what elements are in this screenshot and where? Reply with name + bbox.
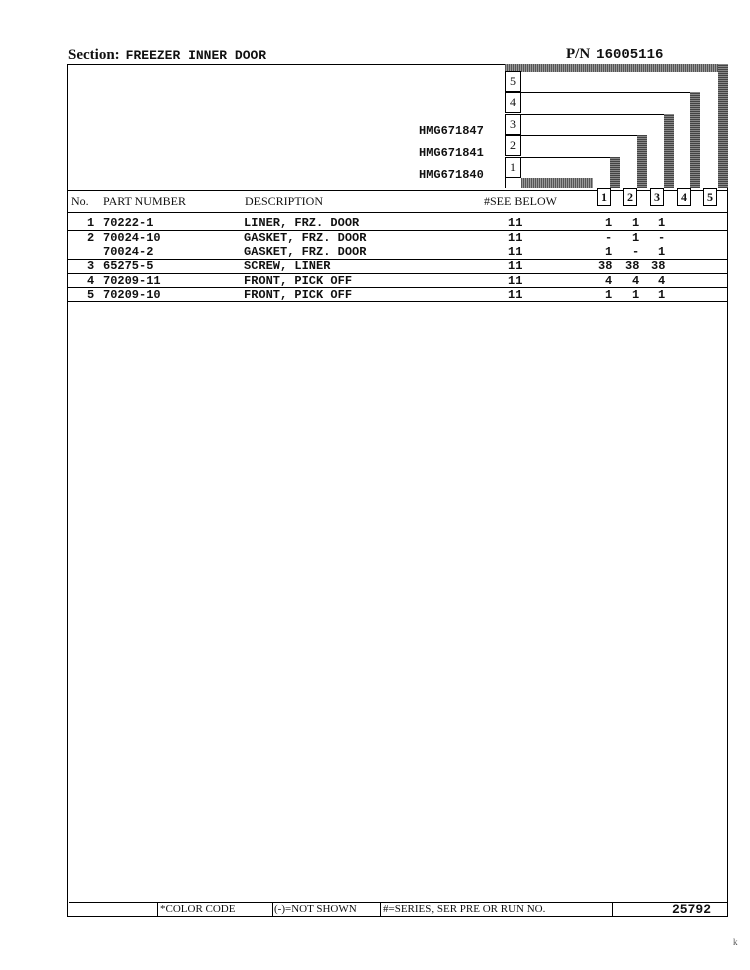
row-part-number: 70024-10: [103, 231, 161, 245]
table-row: [68, 231, 728, 245]
footer-divider: [272, 902, 273, 917]
footer-divider: [380, 902, 381, 917]
table-row: [68, 216, 728, 230]
stair-box-4: 4: [505, 92, 521, 113]
table-row: [68, 245, 728, 259]
row-no: 1: [87, 216, 95, 230]
model-label-1: HMG671847: [419, 124, 484, 138]
model-label-2: HMG671841: [419, 146, 484, 160]
stair-vertical-5: [718, 64, 728, 188]
row-qty-3: 1: [658, 245, 666, 259]
stair-vertical-4: [690, 92, 700, 188]
row-part-number: 70222-1: [103, 216, 154, 230]
corner-mark: k: [733, 937, 738, 947]
row-series: 11: [508, 245, 523, 259]
footer-divider: [612, 902, 613, 917]
row-qty-2: 1: [632, 288, 640, 302]
row-qty-2: 4: [632, 274, 640, 288]
column-number-5: 5: [703, 188, 717, 206]
footer-doc-number: 25792: [672, 902, 712, 917]
stair-box-3: 3: [505, 114, 521, 135]
column-number-2: 2: [623, 188, 637, 206]
row-qty-2: -: [632, 245, 640, 259]
stair-line-2: [521, 157, 616, 158]
row-qty-3: 1: [658, 288, 666, 302]
legend-top-shade: [505, 64, 728, 72]
stair-box-1: 1: [505, 157, 521, 178]
row-part-number: 70209-10: [103, 288, 161, 302]
row-no: 4: [87, 274, 95, 288]
row-qty-1: 1: [605, 216, 613, 230]
row-qty-1: 38: [598, 259, 613, 273]
row-qty-1: 4: [605, 274, 613, 288]
row-description: FRONT, PICK OFF: [244, 288, 353, 302]
stair-line-3: [521, 135, 643, 136]
stair-box-2: 2: [505, 135, 521, 156]
row-no: 5: [87, 288, 95, 302]
row-description: SCREW, LINER: [244, 259, 331, 273]
footer-series-note: #=SERIES, SER PRE OR RUN NO.: [383, 903, 546, 915]
footer-not-shown: (-)=NOT SHOWN: [274, 903, 357, 915]
stair-box-5: 5: [505, 71, 521, 92]
column-header-no: No.: [71, 194, 89, 208]
row-no: 3: [87, 259, 95, 273]
row-part-number: 70209-11: [103, 274, 161, 288]
row-no: 2: [87, 231, 95, 245]
row-qty-1: 1: [605, 245, 613, 259]
column-number-3: 3: [650, 188, 664, 206]
section-label: Section:: [68, 47, 120, 63]
stair-line-4: [521, 114, 671, 115]
section-value: FREEZER INNER DOOR: [125, 48, 267, 63]
stair-vertical-2: [637, 135, 647, 188]
row-qty-1: -: [605, 231, 613, 245]
row-qty-3: 38: [651, 259, 666, 273]
column-header-description: DESCRIPTION: [245, 194, 324, 208]
row-series: 11: [508, 216, 523, 230]
model-label-3: HMG671840: [419, 168, 484, 182]
stair-box-tail: [505, 178, 522, 188]
row-series: 11: [508, 259, 523, 273]
row-description: FRONT, PICK OFF: [244, 274, 353, 288]
column-number-4: 4: [677, 188, 691, 206]
row-description: LINER, FRZ. DOOR: [244, 216, 360, 230]
row-series: 11: [508, 231, 523, 245]
table-row: [68, 274, 728, 288]
section-title: [68, 47, 266, 64]
row-qty-3: 1: [658, 216, 666, 230]
table-row: [68, 288, 728, 302]
column-header-divider: [67, 212, 728, 213]
footer-color-code: *COLOR CODE: [160, 903, 236, 915]
stair-vertical-1: [610, 157, 620, 188]
row-divider: [68, 301, 728, 302]
row-qty-2: 38: [625, 259, 640, 273]
row-series: 11: [508, 274, 523, 288]
row-part-number: 65275-5: [103, 259, 154, 273]
table-row: [68, 259, 728, 273]
stair-vertical-3: [664, 114, 674, 188]
stair-line-5: [521, 92, 697, 93]
row-series: 11: [508, 288, 523, 302]
column-number-1: 1: [597, 188, 611, 206]
column-header-part-number: PART NUMBER: [103, 194, 186, 208]
row-qty-2: 1: [632, 216, 640, 230]
pn-value: 16005116: [596, 47, 664, 63]
column-header-see-below: #SEE BELOW: [484, 194, 557, 208]
pn-label: P/N: [566, 46, 591, 62]
row-description: GASKET, FRZ. DOOR: [244, 231, 367, 245]
row-qty-3: -: [658, 231, 666, 245]
stair-base-shade: [521, 178, 593, 188]
row-part-number: 70024-2: [103, 245, 154, 259]
row-qty-3: 4: [658, 274, 666, 288]
footer-divider: [157, 902, 158, 917]
part-number-header: [566, 46, 663, 63]
row-qty-2: 1: [632, 231, 640, 245]
row-description: GASKET, FRZ. DOOR: [244, 245, 367, 259]
row-qty-1: 1: [605, 288, 613, 302]
